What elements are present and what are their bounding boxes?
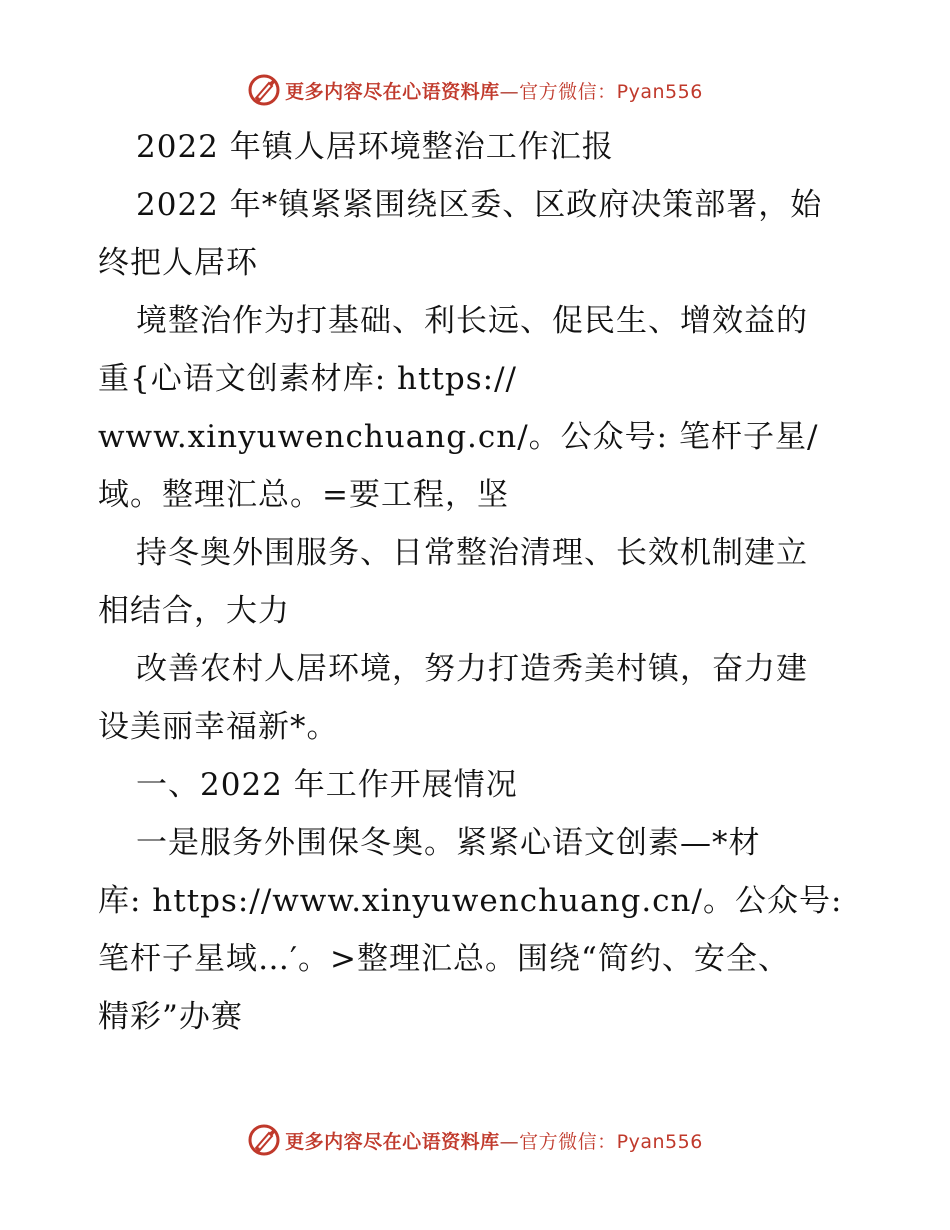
pen-circle-logo-icon bbox=[247, 73, 281, 107]
paragraph-line: 改善农村人居环境，努力打造秀美村镇，奋力建 bbox=[136, 651, 808, 687]
paragraph-line: 一是服务外围保冬奥。紧紧心语文创素—*材 bbox=[136, 825, 761, 861]
banner-site-text: 更多内容尽在心语资料库 bbox=[285, 1130, 500, 1153]
paragraph-line: 重{心语文创素材库: https:// bbox=[98, 361, 517, 397]
paragraph-line: 相结合，大力 bbox=[98, 593, 290, 629]
banner-site-text: 更多内容尽在心语资料库 bbox=[285, 80, 500, 103]
pen-circle-logo-icon bbox=[247, 1123, 281, 1157]
paragraph-line: 笔杆子星域…′。>整理汇总。围绕“简约、安全、 bbox=[98, 941, 790, 977]
document-title: 2022 年镇人居环境整治工作汇报 bbox=[136, 129, 614, 165]
banner-separator: — bbox=[499, 80, 520, 103]
section-heading: 一、2022 年工作开展情况 bbox=[136, 767, 518, 803]
paragraph-line: 境整治作为打基础、利长远、促民生、增效益的 bbox=[136, 303, 808, 339]
paragraph-line: 设美丽幸福新*。 bbox=[98, 709, 339, 745]
banner-contact-text: 官方微信：Pyan556 bbox=[519, 1130, 703, 1153]
paragraph-line: 持冬奥外围服务、日常整治清理、长效机制建立 bbox=[136, 535, 808, 571]
paragraph-line: www.xinyuwenchuang.cn/。公众号: 笔杆子星/ bbox=[98, 419, 819, 455]
footer-banner bbox=[0, 1120, 950, 1160]
banner-contact-text: 官方微信：Pyan556 bbox=[519, 80, 703, 103]
document-body bbox=[98, 118, 858, 1046]
banner-separator: — bbox=[499, 1130, 520, 1153]
paragraph-line: 终把人居环 bbox=[98, 245, 258, 281]
paragraph-line: 2022 年*镇紧紧围绕区委、区政府决策部署，始 bbox=[136, 187, 823, 223]
banner-text bbox=[285, 1127, 703, 1154]
paragraph-line: 库: https://www.xinyuwenchuang.cn/。公众号: bbox=[98, 883, 843, 919]
paragraph-line: 域。整理汇总。=要工程，坚 bbox=[98, 477, 509, 513]
header-banner bbox=[0, 70, 950, 110]
banner-text bbox=[285, 77, 703, 104]
paragraph-line: 精彩”办赛 bbox=[98, 999, 243, 1035]
